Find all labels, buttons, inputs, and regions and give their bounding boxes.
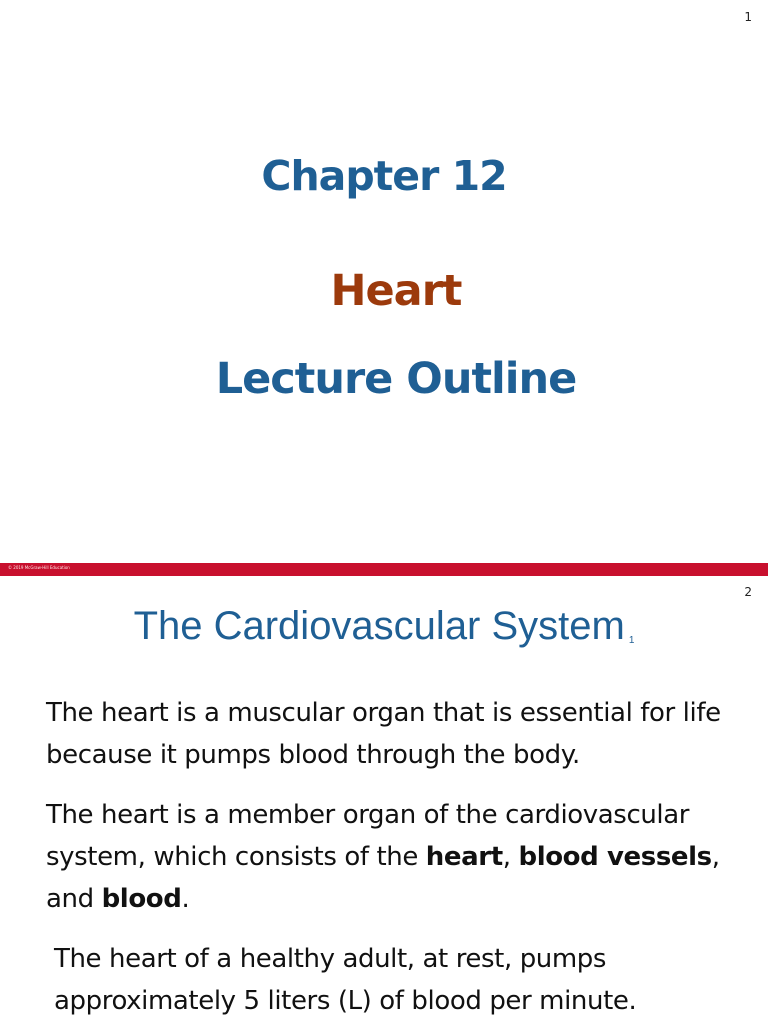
footer-bar [0, 563, 768, 576]
paragraph-1: The heart is a muscular organ that is essential for life because it pumps blood through the body. [46, 698, 721, 770]
chapter-title: Chapter 12 [261, 152, 507, 200]
paragraph-3: The heart of a healthy adult, at rest, pumps approximately 5 liters (L) of blood per minute. [54, 944, 637, 1016]
slide-number: 1 [744, 10, 752, 24]
separator: , [502, 842, 519, 872]
term-heart: heart [425, 842, 503, 872]
slide-body [46, 692, 746, 1024]
copyright-text: © 2019 McGraw-Hill Education [8, 565, 70, 570]
chapter-subject: Heart [330, 266, 462, 316]
paragraph-2-end: . [181, 884, 190, 914]
slide-title-text: The Cardiovascular System [133, 604, 625, 648]
slide-title [0, 604, 768, 649]
slide-title-suffix: 1 [628, 635, 635, 646]
term-blood-vessels: blood vessels [518, 842, 712, 872]
slide-number: 2 [744, 585, 752, 599]
lecture-outline-title: Lecture Outline [215, 354, 577, 404]
paragraph-2-intro: The heart is a member organ of the cardiovascular system, which consists of the [46, 800, 690, 872]
term-blood: blood [101, 884, 182, 914]
paragraph-2 [46, 794, 746, 920]
separator: , and [46, 842, 720, 914]
